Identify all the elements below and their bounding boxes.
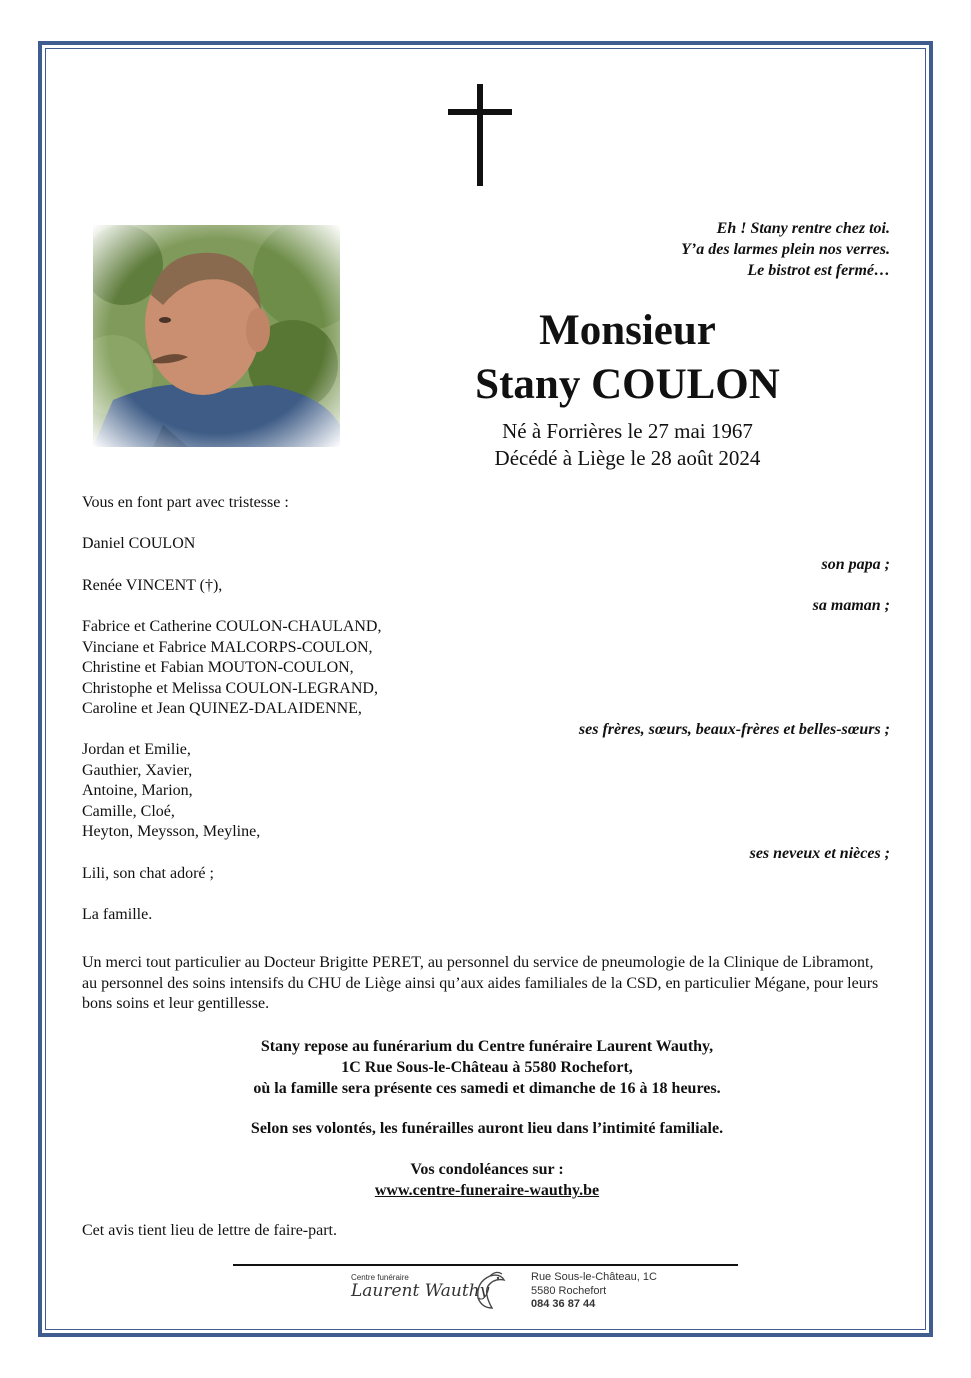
father-name: Daniel COULON bbox=[82, 535, 196, 552]
thanks-paragraph: Un merci tout particulier au Docteur Brigitte PERET, au personnel du service de pneumologie de la Clinique de Libramont, au personnel des soins intensifs du CHU de Liège ainsi qu’aux aides familiales de la CSD, en particulier Mégane, pour leurs bons soins et leur gentillesse. bbox=[82, 954, 879, 1012]
poem-line: Eh ! Stany rentre chez toi. bbox=[716, 220, 890, 237]
address-line: Rue Sous-le-Château, 1C bbox=[531, 1271, 657, 1283]
dove-logo-icon bbox=[470, 1268, 510, 1314]
footer-address bbox=[531, 1271, 657, 1312]
closing-line: Cet avis tient lieu de lettre de faire-part. bbox=[82, 1222, 337, 1239]
footer-divider bbox=[233, 1264, 738, 1266]
condolences-link[interactable]: www.centre-funeraire-wauthy.be bbox=[374, 1182, 600, 1199]
list-item: Christophe et Melissa COULON-LEGRAND, bbox=[82, 679, 378, 697]
father-relation: son papa ; bbox=[821, 556, 890, 573]
list-item: Antoine, Marion, bbox=[82, 782, 193, 799]
logo-name: Laurent Wauthy bbox=[351, 1281, 490, 1301]
death-line: Décédé à Liège le 28 août 2024 bbox=[494, 446, 761, 470]
siblings-relation: ses frères, sœurs, beaux-frères et belles-sœurs ; bbox=[578, 721, 890, 738]
poem-line: Le bistrot est fermé… bbox=[747, 262, 890, 279]
funeral-line: Selon ses volontés, les funérailles auront lieu dans l’intimité familiale. bbox=[250, 1120, 724, 1137]
list-item: Camille, Cloé, bbox=[82, 802, 175, 820]
address-line: 5580 Rochefort bbox=[531, 1284, 607, 1297]
logo-caption: Centre funéraire bbox=[351, 1273, 409, 1282]
list-item: Fabrice et Catherine COULON-CHAULAND, bbox=[82, 618, 382, 635]
condolences-block bbox=[82, 1159, 892, 1201]
poem-line: Y’a des larmes plein nos verres. bbox=[681, 241, 890, 258]
title-name: Stany COULON bbox=[475, 361, 780, 408]
pet-line: Lili, son chat adoré ; bbox=[82, 865, 214, 882]
list-item: Vinciane et Fabrice MALCORPS-COULON, bbox=[82, 638, 373, 656]
repose-line: où la famille sera présente ces samedi et dimanche de 16 à 18 heures. bbox=[253, 1080, 721, 1097]
poem bbox=[681, 218, 890, 281]
mother-relation: sa maman ; bbox=[812, 597, 890, 614]
nephews-relation: ses neveux et nièces ; bbox=[749, 845, 890, 862]
nephews-list bbox=[82, 740, 260, 843]
mother-name: Renée VINCENT (†), bbox=[82, 577, 223, 594]
list-item: Heyton, Meysson, Meyline, bbox=[82, 823, 261, 840]
intro-text: Vous en font part avec tristesse : bbox=[82, 494, 289, 511]
repose-line: 1C Rue Sous-le-Château à 5580 Rochefort, bbox=[341, 1059, 633, 1076]
list-item: Gauthier, Xavier, bbox=[82, 761, 193, 779]
title-honorific: Monsieur bbox=[539, 307, 716, 354]
repose-block bbox=[82, 1036, 892, 1099]
birth-line: Né à Forrières le 27 mai 1967 bbox=[502, 419, 753, 443]
portrait-photo bbox=[93, 225, 340, 447]
family-line: La famille. bbox=[82, 906, 153, 923]
repose-line: Stany repose au funérarium du Centre funéraire Laurent Wauthy, bbox=[260, 1038, 714, 1055]
phone-line: 084 36 87 44 bbox=[531, 1298, 596, 1310]
list-item: Caroline et Jean QUINEZ-DALAIDENNE, bbox=[82, 700, 362, 717]
list-item: Christine et Fabian MOUTON-COULON, bbox=[82, 659, 354, 676]
siblings-list bbox=[82, 617, 381, 720]
condolences-label: Vos condoléances sur : bbox=[410, 1161, 564, 1178]
list-item: Jordan et Emilie, bbox=[82, 741, 191, 758]
